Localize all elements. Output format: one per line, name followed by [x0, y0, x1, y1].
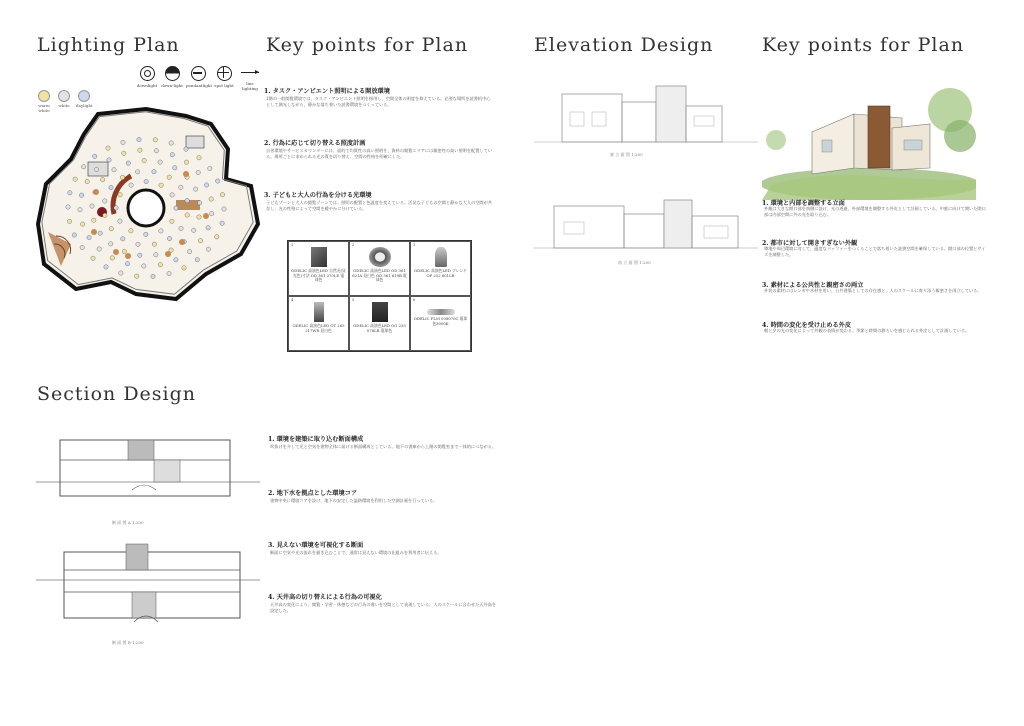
- downlight-icon: [140, 66, 155, 81]
- fixture-mark: [220, 221, 224, 225]
- fixture-mark: [100, 178, 104, 182]
- fixture-mark: [159, 183, 163, 187]
- fixture-mark: [138, 253, 142, 257]
- product-cell: [288, 241, 349, 296]
- fixture-mark: [106, 146, 110, 150]
- fixture-mark: [72, 233, 76, 237]
- fixture-mark: [78, 208, 82, 212]
- fixture-mark: [185, 213, 189, 217]
- fixture-mark: [129, 229, 133, 233]
- fixture-mark: [94, 167, 98, 171]
- fixture-mark: [142, 264, 146, 268]
- section-caption-b: 断 面 図 B 1:200: [112, 640, 144, 645]
- product-label: ODELIC FLM 008070C 電球色3000K: [413, 316, 468, 326]
- section-point-3-text: 断面に空気や光の流れを描き込むことで、通常は見えない環境の仕組みを利用者に伝える。: [270, 550, 442, 555]
- section-point-2-title: 2. 地下水を拠点とした環境コア: [268, 490, 358, 497]
- fixture-mark: [185, 198, 189, 202]
- product-label: ODELIC 高演色LED ブレンドOP 252 601LR: [414, 268, 467, 278]
- fixture-mark: [208, 166, 212, 170]
- fixture-mark: [209, 197, 213, 201]
- fixture-mark: [144, 232, 148, 236]
- fixture-mark: [138, 148, 142, 152]
- fixture-mark: [93, 154, 97, 158]
- fixture-mark: [206, 247, 210, 251]
- fixture-mark: [120, 175, 124, 179]
- plan-point-1-text: 1階の一般閲覧環境では、タスク・アンビエント照明を採用し、空間全体の明度を抑えている。必要な場所を読書机中心として調光しながら、静かな落ち着いた読書環境をつくっている。: [266, 96, 491, 108]
- plan-point-2-title: 2. 行為に応じて切り替える照度計画: [264, 140, 366, 147]
- fixture-mark: [135, 170, 139, 174]
- fixture-mark: [122, 249, 126, 253]
- elevation-point-3-title: 3. 素材による公共性と親密さの両立: [762, 282, 864, 289]
- fixture-mark: [129, 183, 133, 187]
- fixture-mark: [184, 160, 188, 164]
- elevation-caption-2: 南 立 面 図 1:200: [618, 260, 651, 265]
- spot-icon: [217, 66, 232, 81]
- swatch-label: daylight: [76, 103, 93, 108]
- fixture-mark: [103, 199, 107, 203]
- lighting-floor-plan: [36, 104, 261, 304]
- fixture-mark: [173, 166, 177, 170]
- product-label: ODELIC 高演色LED OD 361 621A 昼白色 OD 361 619B 電球色: [352, 268, 407, 283]
- fixture-mark: [197, 215, 201, 219]
- fixture-mark: [179, 226, 183, 230]
- fixture-mark: [198, 201, 202, 205]
- legend-pendant: [186, 66, 210, 88]
- fixture-mark: [110, 256, 114, 260]
- downlight-image: [369, 247, 391, 267]
- fixture-mark: [119, 271, 123, 275]
- fixture-mark: [195, 258, 199, 262]
- fixture-mark: [170, 219, 174, 223]
- fixture-mark: [97, 247, 101, 251]
- fixture-mark: [121, 140, 125, 144]
- plan-point-3-title: 3. 子どもと大人の行為を分ける光環境: [264, 192, 372, 199]
- fixture-mark: [98, 231, 102, 235]
- fixture-mark: [125, 262, 129, 266]
- lighting-product-table: [287, 240, 472, 352]
- fixture-mark: [118, 219, 122, 223]
- fixture-mark: [204, 183, 208, 187]
- section-drawing-a: [36, 430, 260, 520]
- product-label: ODELIC 高演色LED OT 265 217WR 昼白色: [292, 323, 345, 333]
- legend-downlight: [136, 66, 158, 88]
- swatch-label: warm white: [38, 103, 50, 113]
- plan-point-1-title: 1. タスク・アンビエント照明による開放環境: [264, 88, 390, 95]
- line-light-image: [427, 309, 455, 315]
- product-cell: [410, 241, 471, 296]
- fixture-mark: [174, 206, 178, 210]
- legend-half-downlight: [161, 66, 183, 88]
- legend-label: spot light: [214, 83, 234, 88]
- product-number: 3: [413, 243, 416, 247]
- swatch-circle: [78, 90, 90, 102]
- key-points-heading-plan: Key points for Plan: [266, 34, 469, 56]
- fixture-mark: [118, 193, 122, 197]
- product-number: 5: [352, 298, 355, 302]
- section-design-heading: Section Design: [37, 383, 197, 405]
- fixture-mark: [73, 177, 77, 181]
- fixture-mark: [90, 204, 94, 208]
- elevation-caption-1: 東 立 面 図 1:200: [610, 152, 643, 157]
- elevation-point-3-text: 外装の素材にはレンガや木材を用い、公共建築としての存在感と、人のスケールに寄り添う親密さを両立している。: [764, 288, 982, 293]
- elevation-drawing-east: [534, 72, 758, 152]
- plan-point-3-text: 子どもゾーンと大人の閲覧ゾーンでは、照明の配置と色温度を変えている。活発な子どもの空間と静かな大人の空間が共存し、光の性格によって空間を緩やかに分けている。: [266, 200, 492, 212]
- fixture-mark: [152, 170, 156, 174]
- fixture-mark: [109, 227, 113, 231]
- section-point-1-title: 1. 環境を建築に取り込む断面構成: [268, 436, 364, 443]
- fixture-mark: [215, 235, 219, 239]
- product-cell: [349, 241, 410, 296]
- elevation-design-heading: Elevation Design: [534, 34, 714, 56]
- exterior-perspective-sketch: [762, 84, 976, 200]
- spotlight-image: [314, 302, 324, 322]
- elevation-point-1-text: 外観は大きな開口部を南側に設け、光の透過、外部環境を調整する外皮として計画している。中庭に向けて開いた開口部は内部空間に外の光を取り込む。: [764, 206, 986, 218]
- elevation-drawing-south: [534, 192, 758, 258]
- fixture-mark: [154, 149, 158, 153]
- fixture-mark: [179, 185, 183, 189]
- legend-label: down-light: [161, 83, 183, 88]
- fixture-mark: [170, 153, 174, 157]
- elevation-point-1-title: 1. 環境と内部を調整する立面: [762, 200, 845, 207]
- line-light-icon: [241, 66, 259, 79]
- product-number: 4: [291, 298, 294, 302]
- legend-spot: [213, 66, 235, 88]
- fixture-mark: [169, 141, 173, 145]
- fixture-mark: [81, 165, 85, 169]
- section-point-3-title: 3. 見えない環境を可視化する断面: [268, 542, 364, 549]
- fixture-mark: [142, 158, 146, 162]
- fixture-mark: [114, 206, 118, 210]
- fixture-mark: [80, 222, 84, 226]
- fixture-mark: [137, 137, 141, 141]
- fixture-mark: [197, 156, 201, 160]
- product-number: 1: [291, 243, 294, 247]
- fixture-mark: [144, 179, 148, 183]
- fixture-mark: [104, 265, 108, 269]
- product-number: 6: [413, 298, 416, 302]
- fixture-mark: [107, 158, 111, 162]
- fixture-mark: [66, 205, 70, 209]
- fixture-mark: [67, 219, 71, 223]
- pendant-icon: [191, 66, 206, 81]
- product-number: 2: [352, 243, 355, 247]
- fixture-mark: [80, 245, 84, 249]
- fixture-mark: [153, 138, 157, 142]
- legend-line-light: [238, 66, 262, 91]
- fixture-mark: [210, 211, 214, 215]
- section-point-1-text: 吹抜けを介して光と空気を建物全体に届ける断面構成としている。地下の書庫から上階の閲覧室まで一体的につながる。: [270, 444, 497, 449]
- fixture-mark: [91, 256, 95, 260]
- fixture-mark: [220, 193, 224, 197]
- elevation-point-2-text: 隣地や周辺環境に対して、適度なバッファーをつくることで落ち着いた読書空間を確保している。開口部の位置とサイズを調整した。: [764, 246, 986, 258]
- pendant-image: [435, 247, 447, 267]
- product-cell: [288, 296, 349, 351]
- plan-point-2-text: 自習環境やサービスカウンターには、面的で均質性の高い照明を、資料の閲覧エリアには親密性の高い照明を配置している。場所ごとに求められる光の質を切り替え、空間の性格を明確にした。: [266, 148, 492, 160]
- wall-washer-image: [372, 302, 388, 322]
- fixture-mark: [170, 193, 174, 197]
- fixture-mark: [184, 147, 188, 151]
- fixture-mark: [136, 242, 140, 246]
- fixture-mark: [167, 271, 171, 275]
- section-caption-a: 断 面 図 A 1:200: [112, 520, 144, 525]
- swatch-circle: [58, 90, 70, 102]
- wall-light-image: [311, 247, 327, 267]
- lighting-plan-heading: Lighting Plan: [37, 34, 180, 56]
- fixture-mark: [187, 249, 191, 253]
- swatch-circle: [38, 90, 50, 102]
- fixture-mark: [193, 187, 197, 191]
- fixture-mark: [135, 274, 139, 278]
- section-point-4-text: 天井高の変化により、閲覧・学習・休憩などの行為の違いを空間として表現している。人のスケールに合わせた天井高を設定した。: [270, 602, 497, 614]
- section-point-2-text: 建物中央に環境コアを設け、地下の安定した温熱環境を利用した空調計画を行っている。: [270, 498, 438, 503]
- fixture-mark: [87, 235, 91, 239]
- fixture-mark: [112, 168, 116, 172]
- fixture-mark: [158, 263, 162, 267]
- fixture-mark: [198, 239, 202, 243]
- elevation-point-4-title: 4. 時間の変化を受け止める外皮: [762, 322, 852, 329]
- product-cell: [410, 296, 471, 351]
- swatch-label: white: [58, 103, 70, 108]
- fixture-mark: [206, 226, 210, 230]
- legend-label: downlight: [136, 83, 158, 88]
- fixture-mark: [68, 191, 72, 195]
- fixture-mark: [152, 242, 156, 246]
- fixture-mark: [222, 207, 226, 211]
- product-cell: [349, 296, 410, 351]
- half-downlight-icon: [165, 66, 180, 81]
- product-label: ODELIC 高演色LED 自然光(昼光色)寸法 OD 361 370LE 電球色: [291, 268, 346, 283]
- fixture-mark: [122, 151, 126, 155]
- elevation-point-4-text: 朝と夕の光の変化によって外観の表情が変わる。季節と時間の移ろいを感じられる外皮として計画している。: [764, 328, 970, 333]
- fixture-mark: [167, 236, 171, 240]
- legend-label: pendantlight: [186, 83, 212, 88]
- key-points-heading-elevation: Key points for Plan: [762, 34, 965, 56]
- section-point-4-title: 4. 天井高の切り替えによる行為の可視化: [268, 594, 382, 601]
- section-drawing-b: [36, 540, 260, 636]
- fixture-mark: [92, 218, 96, 222]
- fixture-mark: [79, 193, 83, 197]
- fixture-mark: [109, 242, 113, 246]
- product-label: ODELIC 高演色LED OG 255 076LR 電球色: [353, 323, 406, 333]
- fixture-mark: [216, 179, 220, 183]
- fixture-mark: [126, 161, 130, 165]
- legend-label: line lighting: [242, 81, 258, 91]
- fixture-mark: [159, 229, 163, 233]
- fixture-mark: [85, 179, 89, 183]
- fixture-mark: [167, 175, 171, 179]
- fixture-mark: [151, 274, 155, 278]
- fixture-mark: [192, 228, 196, 232]
- elevation-point-2-title: 2. 都市に対して開きすぎない外観: [762, 240, 858, 247]
- fixture-mark: [182, 266, 186, 270]
- fixture-mark: [121, 237, 125, 241]
- fixture-mark: [158, 160, 162, 164]
- fixture-mark: [103, 213, 107, 217]
- fixture-mark: [174, 258, 178, 262]
- fixture-mark: [154, 253, 158, 257]
- fixture-mark: [109, 185, 113, 189]
- fixture-mark: [196, 170, 200, 174]
